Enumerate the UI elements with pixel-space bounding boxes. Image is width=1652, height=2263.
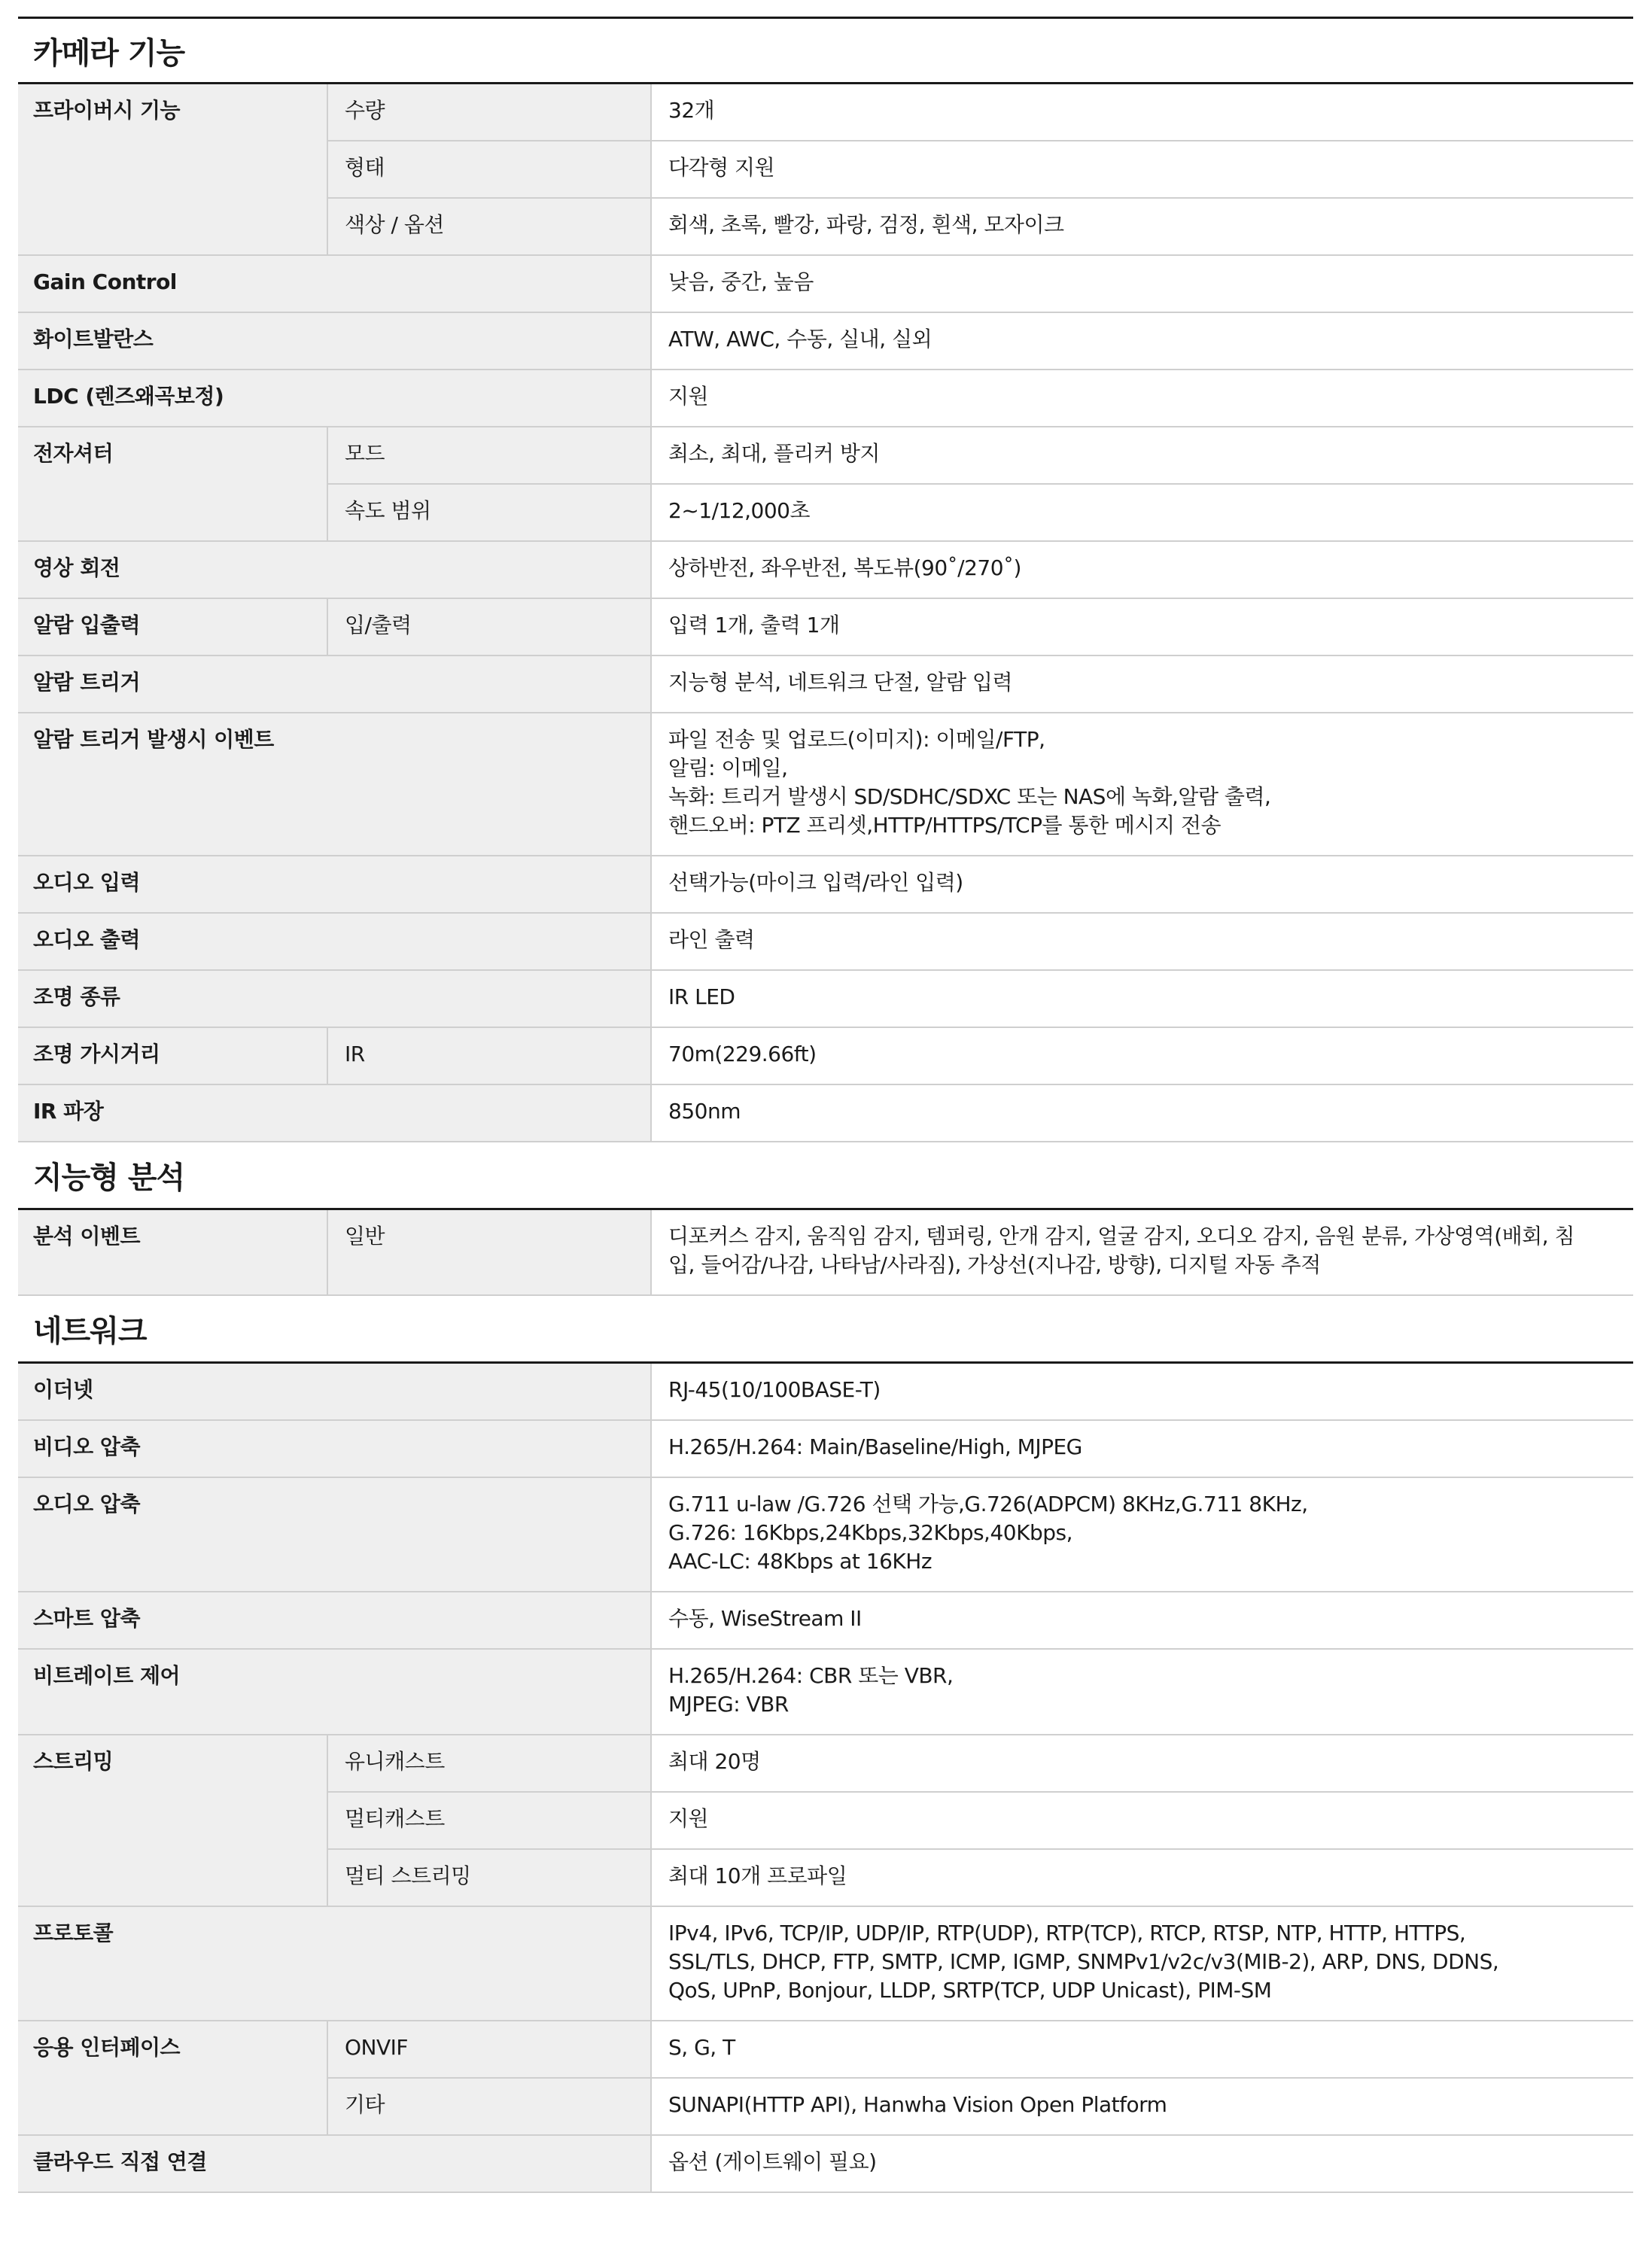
spec-label: IR 파장: [18, 1085, 650, 1141]
spec-group-streaming: [18, 1735, 1633, 1907]
spec-value: 상하반전, 좌우반전, 복도뷰(90˚/270˚): [650, 542, 1633, 598]
spec-value: 선택가능(마이크 입력/라인 입력): [650, 856, 1633, 912]
spec-label: LDC (렌즈왜곡보정): [18, 370, 650, 426]
spec-value: 70m(229.66ft): [650, 1028, 1633, 1084]
spec-label: 스마트 압축: [18, 1592, 650, 1648]
spec-group-shutter: [18, 427, 1633, 542]
spec-row-gain: [18, 256, 1633, 313]
spec-value: IR LED: [650, 971, 1633, 1027]
spec-subrow: [327, 141, 1633, 199]
spec-row-cloud: [18, 2136, 1633, 2193]
spec-value: [650, 1478, 1633, 1591]
spec-row-white-balance: [18, 313, 1633, 370]
spec-row-ldc: [18, 370, 1633, 427]
spec-row-video-compression: [18, 1421, 1633, 1478]
spec-value: [650, 1210, 1633, 1294]
value-line: G.711 u-law /G.726 선택 가능,G.726(ADPCM) 8KHz,G.711 8KHz,: [668, 1492, 1308, 1516]
value-line: SSL/TLS, DHCP, FTP, SMTP, ICMP, IGMP, SNMPv1/v2c/v3(MIB-2), ARP, DNS, DDNS,: [668, 1949, 1499, 1974]
spec-subrow: [327, 2021, 1633, 2079]
spec-group-privacy: [18, 84, 1633, 256]
spec-row-ir-wavelength: [18, 1085, 1633, 1142]
spec-value: ATW, AWC, 수동, 실내, 실외: [650, 313, 1633, 369]
spec-subrow: [327, 84, 1633, 141]
value-line: H.265/H.264: CBR 또는 VBR,: [668, 1663, 954, 1688]
spec-label: 비트레이트 제어: [18, 1650, 650, 1734]
spec-value: 라인 출력: [650, 914, 1633, 969]
spec-label: 스트리밍: [18, 1735, 327, 1906]
spec-label: 조명 가시거리: [18, 1028, 327, 1084]
spec-sublabel: 형태: [327, 141, 650, 197]
spec-row-light-type: [18, 971, 1633, 1028]
spec-sublabel: 수량: [327, 84, 650, 140]
spec-row-smart-compression: [18, 1592, 1633, 1650]
value-line: IPv4, IPv6, TCP/IP, UDP/IP, RTP(UDP), RTP(TCP), RTCP, RTSP, NTP, HTTP, HTTPS,: [668, 1921, 1466, 1945]
spec-sheet: [18, 17, 1633, 2193]
spec-value: [650, 713, 1633, 855]
spec-label: 클라우드 직접 연결: [18, 2136, 650, 2192]
value-line: MJPEG: VBR: [668, 1692, 789, 1717]
spec-value: S, G, T: [650, 2021, 1633, 2077]
value-line: 녹화: 트리거 발생시 SD/SDHC/SDXC 또는 NAS에 녹화,알람 출력,: [668, 784, 1271, 809]
spec-value: 최대 20명: [650, 1735, 1633, 1791]
spec-value: 850nm: [650, 1085, 1633, 1141]
spec-sublabel: 색상 / 옵션: [327, 199, 650, 254]
spec-sublabel: 속도 범위: [327, 485, 650, 540]
spec-label: Gain Control: [18, 256, 650, 312]
value-line: 입, 들어감/나감, 나타남/사라짐), 가상선(지나감, 방향), 디지털 자동 추적: [668, 1252, 1321, 1277]
spec-value: SUNAPI(HTTP API), Hanwha Vision Open Platform: [650, 2079, 1633, 2134]
spec-value: 다각형 지원: [650, 141, 1633, 197]
value-line: 핸드오버: PTZ 프리셋,HTTP/HTTPS/TCP를 통한 메시지 전송: [668, 813, 1222, 838]
spec-sublabel: 멀티 스트리밍: [327, 1850, 650, 1906]
spec-row-audio-out: [18, 914, 1633, 971]
spec-sublabel: IR: [327, 1028, 650, 1084]
spec-label: 알람 입출력: [18, 599, 327, 655]
value-line: AAC-LC: 48Kbps at 16KHz: [668, 1549, 932, 1574]
spec-row-protocol: [18, 1907, 1633, 2021]
spec-value: 회색, 초록, 빨강, 파랑, 검정, 흰색, 모자이크: [650, 199, 1633, 254]
spec-subrow: [327, 1735, 1633, 1793]
spec-subrow: [327, 1850, 1633, 1906]
spec-label: 조명 종류: [18, 971, 650, 1027]
value-line: 파일 전송 및 업로드(이미지): 이메일/FTP,: [668, 727, 1045, 752]
spec-value: [650, 1907, 1633, 2020]
spec-value: H.265/H.264: Main/Baseline/High, MJPEG: [650, 1421, 1633, 1477]
spec-row-bitrate: [18, 1650, 1633, 1735]
spec-label: 이더넷: [18, 1364, 650, 1419]
spec-row-rotation: [18, 542, 1633, 599]
spec-label: 화이트발란스: [18, 313, 650, 369]
section-title-analytics: 지능형 분석: [18, 1142, 1633, 1210]
spec-label: 비디오 압축: [18, 1421, 650, 1477]
spec-value: 32개: [650, 84, 1633, 140]
value-line: 알림: 이메일,: [668, 756, 788, 780]
spec-sublabel: 모드: [327, 427, 650, 483]
spec-value: 지원: [650, 370, 1633, 426]
spec-value: 수동, WiseStream II: [650, 1592, 1633, 1648]
value-line: 디포커스 감지, 움직임 감지, 템퍼링, 안개 감지, 얼굴 감지, 오디오 감지, 음원 분류, 가상영역(배회, 침: [668, 1224, 1575, 1249]
spec-subrow: [327, 199, 1633, 254]
spec-row-alarm-event: [18, 713, 1633, 856]
spec-label: 응용 인터페이스: [18, 2021, 327, 2134]
spec-row-light-distance: [18, 1028, 1633, 1085]
spec-row-audio-in: [18, 856, 1633, 914]
spec-value: [650, 1650, 1633, 1734]
spec-row-ethernet: [18, 1364, 1633, 1421]
spec-subrow: [327, 485, 1633, 540]
spec-label: 전자셔터: [18, 427, 327, 540]
spec-value: 최소, 최대, 플리커 방지: [650, 427, 1633, 483]
spec-subrow: [327, 1793, 1633, 1850]
spec-sublabel: 멀티캐스트: [327, 1793, 650, 1848]
spec-sublabel: 일반: [327, 1210, 650, 1294]
spec-value: 최대 10개 프로파일: [650, 1850, 1633, 1906]
spec-subrow: [327, 427, 1633, 485]
spec-value: 2~1/12,000초: [650, 485, 1633, 540]
spec-label: 영상 회전: [18, 542, 650, 598]
spec-value: 옵션 (게이트웨이 필요): [650, 2136, 1633, 2192]
section-title-network: 네트워크: [18, 1296, 1633, 1364]
spec-value: 지원: [650, 1793, 1633, 1848]
section-title-camera: 카메라 기능: [18, 17, 1633, 84]
spec-sublabel: ONVIF: [327, 2021, 650, 2077]
spec-row-alarm-trigger: [18, 656, 1633, 713]
spec-value: 입력 1개, 출력 1개: [650, 599, 1633, 655]
spec-label: 오디오 입력: [18, 856, 650, 912]
spec-label: 알람 트리거: [18, 656, 650, 712]
spec-label: 프라이버시 기능: [18, 84, 327, 254]
spec-value: 낮음, 중간, 높음: [650, 256, 1633, 312]
spec-sublabel: 유니캐스트: [327, 1735, 650, 1791]
spec-subrow: [327, 2079, 1633, 2134]
spec-label: 프로토콜: [18, 1907, 650, 2020]
spec-value: 지능형 분석, 네트워크 단절, 알람 입력: [650, 656, 1633, 712]
spec-label: 오디오 출력: [18, 914, 650, 969]
spec-row-analytics-events: [18, 1210, 1633, 1296]
value-line: G.726: 16Kbps,24Kbps,32Kbps,40Kbps,: [668, 1520, 1072, 1545]
spec-group-api: [18, 2021, 1633, 2136]
spec-value: RJ-45(10/100BASE-T): [650, 1364, 1633, 1419]
value-line: QoS, UPnP, Bonjour, LLDP, SRTP(TCP, UDP Unicast), PIM-SM: [668, 1978, 1272, 2003]
spec-label: 오디오 압축: [18, 1478, 650, 1591]
spec-sublabel: 기타: [327, 2079, 650, 2134]
spec-row-alarm-io: [18, 599, 1633, 656]
spec-label: 분석 이벤트: [18, 1210, 327, 1294]
spec-sublabel: 입/출력: [327, 599, 650, 655]
spec-label: 알람 트리거 발생시 이벤트: [18, 713, 650, 855]
spec-row-audio-compression: [18, 1478, 1633, 1592]
